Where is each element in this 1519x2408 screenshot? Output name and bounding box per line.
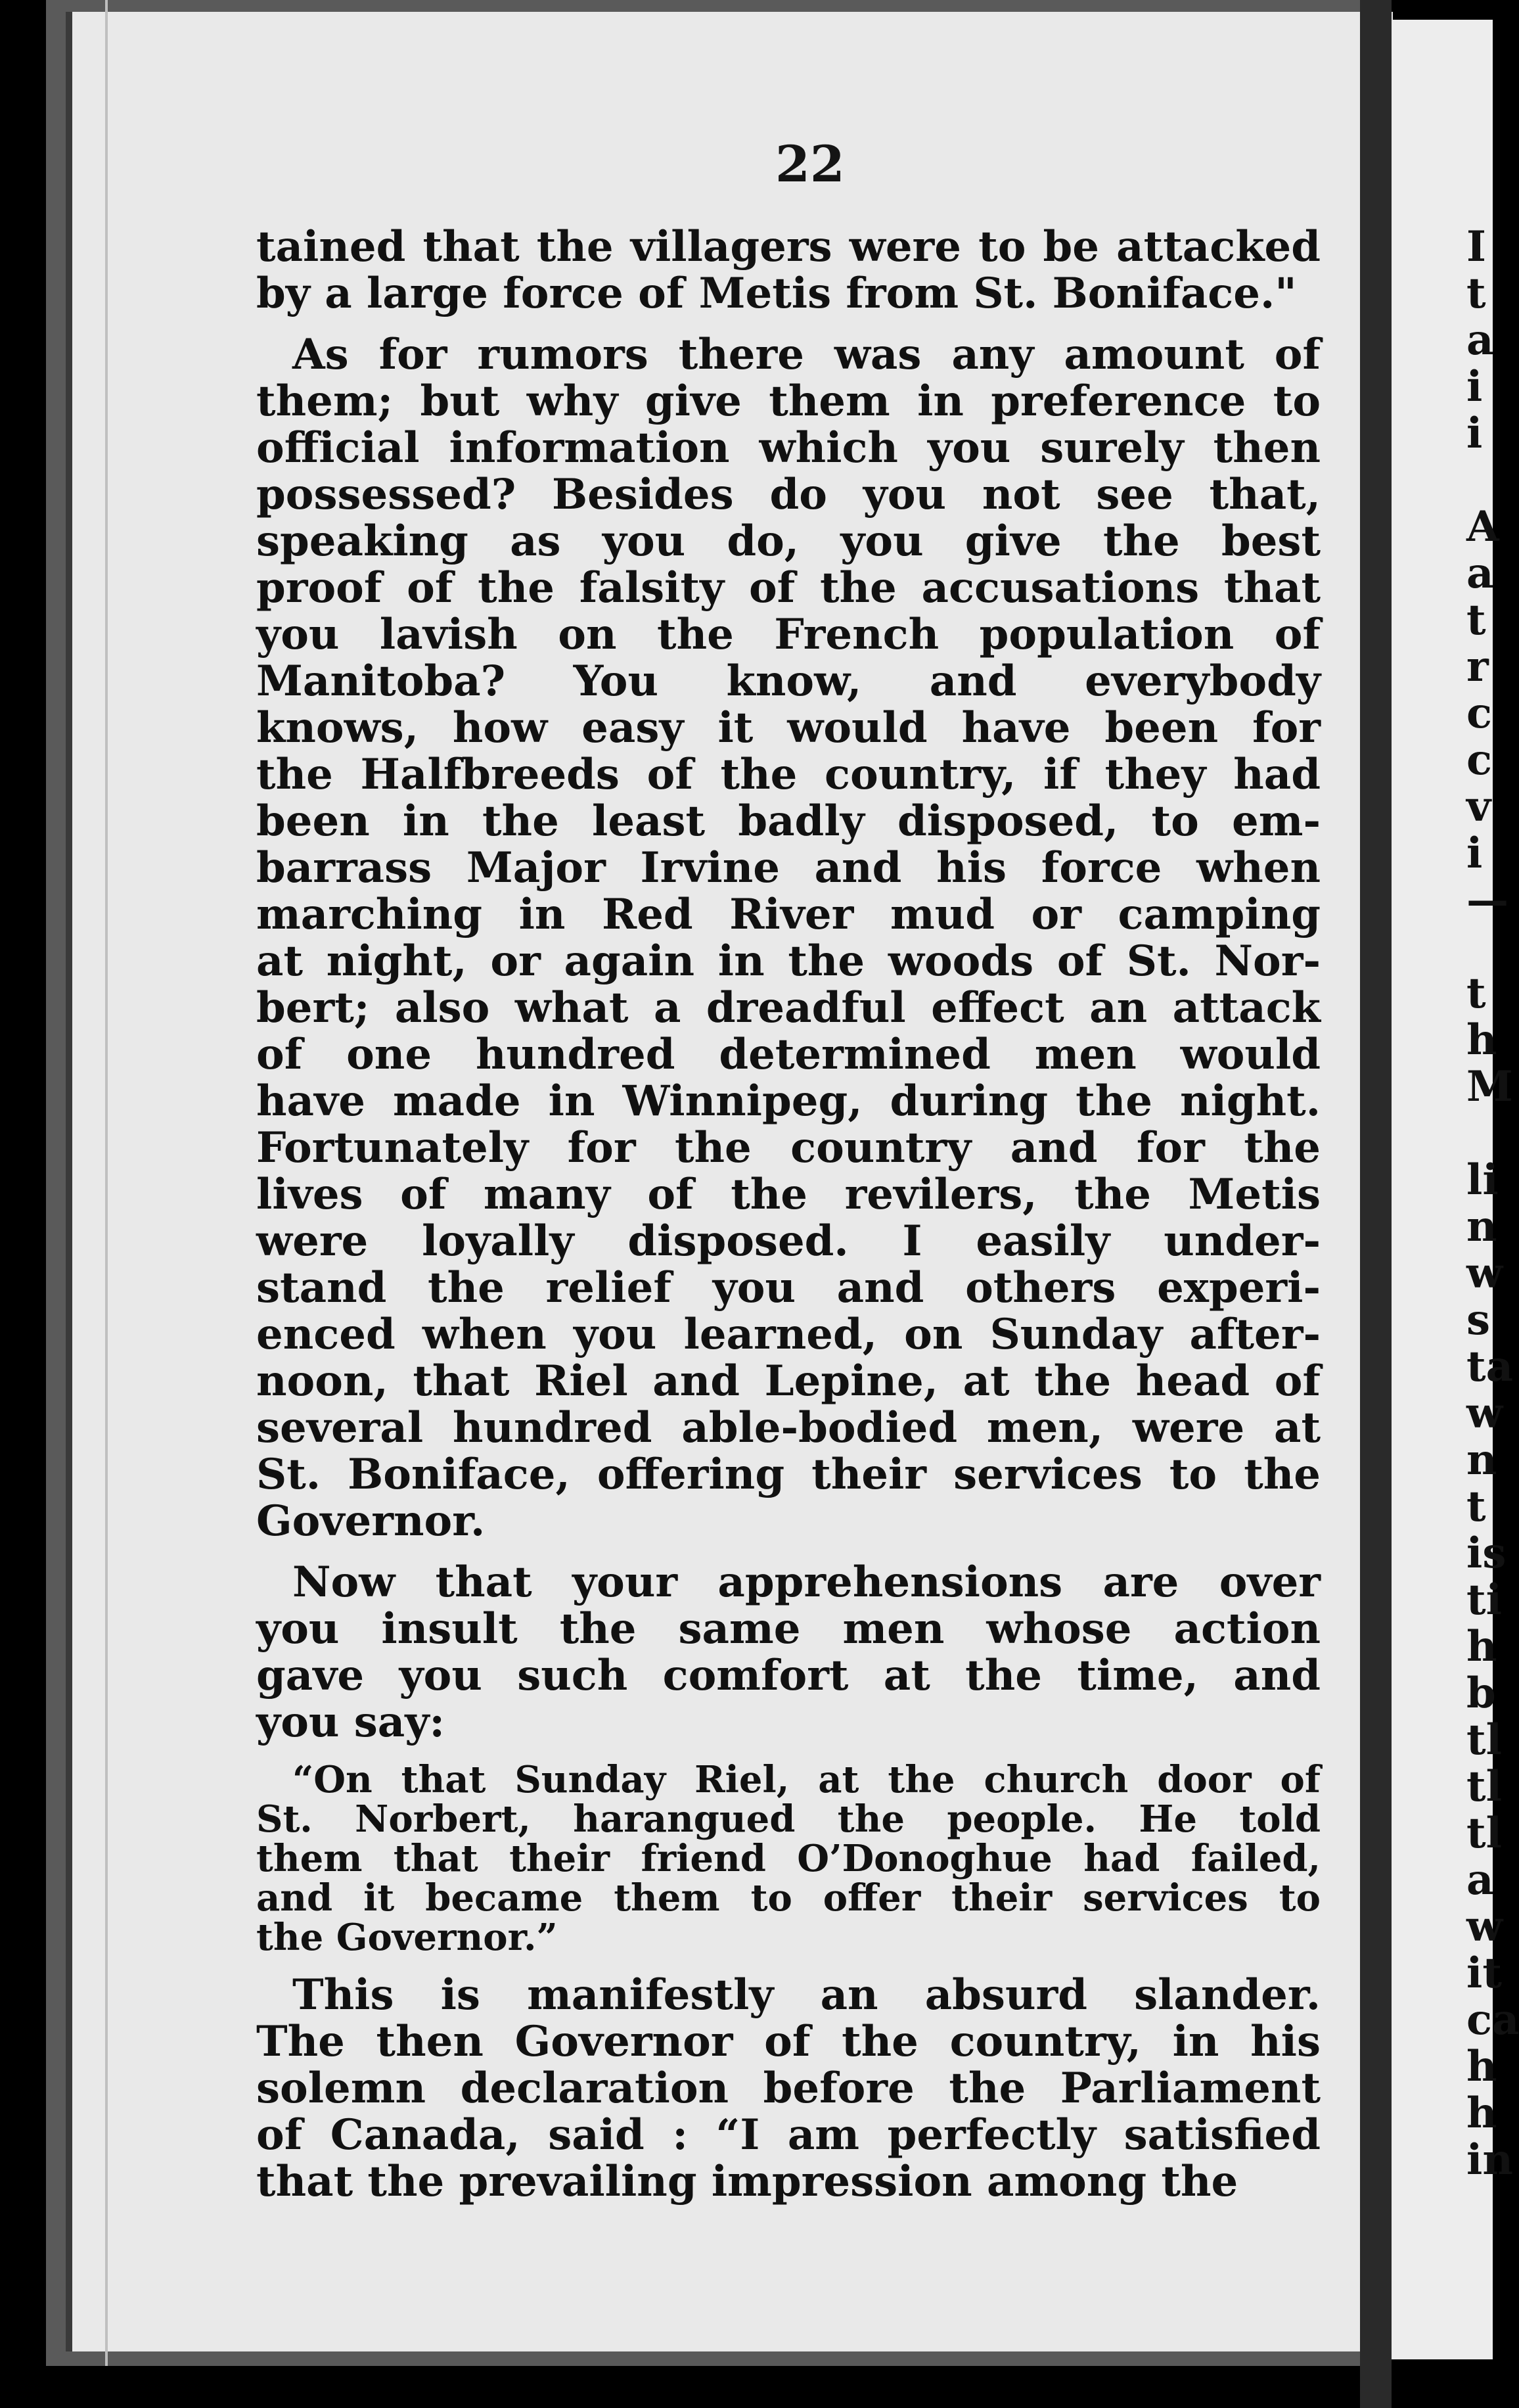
- facing-page-fragment: it: [1466, 1949, 1502, 1998]
- text-line: been in the least badly disposed, to em-: [256, 797, 1321, 846]
- facing-page-fragment: i: [1466, 409, 1483, 458]
- text-line: were loyally disposed. I easily under-: [256, 1216, 1321, 1266]
- facing-page-fragment: v: [1466, 782, 1491, 831]
- text-line: lives of many of the revilers, the Metis: [256, 1170, 1321, 1219]
- facing-page-fragment: a: [1466, 1855, 1494, 1905]
- facing-page-fragment: ca: [1466, 1995, 1519, 2045]
- text-line: St. Boniface, offering their services to the: [256, 1450, 1321, 1499]
- facing-page-fragment: t: [1466, 1482, 1486, 1531]
- facing-page-fragment: r: [1466, 642, 1489, 691]
- facing-page-fragment: ta: [1466, 1342, 1514, 1391]
- facing-page-fragment: a: [1466, 315, 1494, 365]
- facing-page-fragment: ti: [1466, 1575, 1502, 1625]
- text-line: and it became them to offer their services to: [256, 1876, 1321, 1920]
- text-line: of one hundred determined men would: [256, 1030, 1321, 1079]
- text-line: stand the relief you and others experi-: [256, 1263, 1321, 1312]
- facing-page-fragment: —: [1466, 875, 1508, 925]
- facing-page-fragment: b: [1466, 1669, 1496, 1718]
- block-quote: [256, 1760, 1321, 1957]
- facing-page-fragment: c: [1466, 735, 1492, 785]
- text-line: Fortunately for the country and for the: [256, 1123, 1321, 1172]
- text-line: tained that the villagers were to be attacked: [256, 222, 1321, 271]
- paragraph: [256, 1559, 1321, 1746]
- text-line: solemn declaration before the Parliament: [256, 2064, 1321, 2113]
- text-line: knows, how easy it would have been for: [256, 703, 1321, 752]
- facing-page-fragment: w: [1466, 1389, 1503, 1438]
- facing-page-text-fragments: [1466, 222, 1519, 2185]
- text-line: speaking as you do, you give the best: [256, 517, 1321, 566]
- paragraph: [256, 223, 1321, 317]
- text-line: that the prevailing impression among the: [256, 2157, 1238, 2206]
- text-line: you insult the same men whose action: [256, 1604, 1321, 1654]
- text-line: them that their friend O’Donoghue had failed,: [256, 1837, 1321, 1880]
- text-line: of Canada, said : “I am perfectly satisfied: [256, 2110, 1321, 2160]
- body-text: [256, 223, 1321, 2205]
- text-line: official information which you surely then: [256, 423, 1321, 473]
- facing-page-fragment: M: [1466, 1062, 1513, 1111]
- text-line: you lavish on the French population of: [256, 610, 1321, 659]
- text-line: you say:: [256, 1698, 445, 1747]
- text-line: have made in Winnipeg, during the night.: [256, 1077, 1321, 1126]
- facing-page-fragment: i: [1466, 362, 1483, 411]
- text-line: Governor.: [256, 1496, 486, 1546]
- facing-page-fragment: h: [1466, 2089, 1497, 2138]
- text-line: enced when you learned, on Sunday after-: [256, 1310, 1321, 1359]
- facing-page-fragment: tl: [1466, 1762, 1502, 1811]
- facing-page-fragment: w: [1466, 1902, 1503, 1951]
- facing-page-fragment: li: [1466, 1155, 1499, 1205]
- facing-page-fragment: tl: [1466, 1809, 1502, 1858]
- page-number: 22: [775, 135, 845, 193]
- facing-page-fragment: n: [1466, 1435, 1497, 1485]
- paragraph: [256, 331, 1321, 1544]
- facing-page-fragment: t: [1466, 969, 1486, 1018]
- facing-page-fragment: tl: [1466, 1715, 1502, 1765]
- facing-page-fragment: t: [1466, 595, 1486, 645]
- text-line: the Halfbreeds of the country, if they had: [256, 750, 1321, 799]
- text-line: Manitoba? You know, and everybody: [256, 657, 1321, 706]
- facing-page-fragment: I: [1466, 222, 1486, 271]
- facing-page-fragment: n: [1466, 1202, 1497, 1251]
- facing-page-fragment: is: [1466, 1529, 1507, 1578]
- facing-page-fragment: i: [1466, 829, 1483, 878]
- text-line: bert; also what a dreadful effect an attack: [256, 983, 1321, 1032]
- facing-page-fragment: a: [1466, 549, 1494, 598]
- text-line: possessed? Besides do you not see that,: [256, 470, 1321, 519]
- paragraph: [256, 1972, 1321, 2205]
- facing-page-fragment: t: [1466, 269, 1486, 318]
- text-line: This is manifestly an absurd slander.: [292, 1970, 1321, 2020]
- binding-edge: [105, 0, 108, 2366]
- text-line: Now that your apprehensions are over: [292, 1558, 1321, 1607]
- text-line: noon, that Riel and Lepine, at the head of: [256, 1356, 1321, 1406]
- text-line: The then Governor of the country, in his: [256, 2017, 1321, 2066]
- facing-page-fragment: c: [1466, 689, 1492, 738]
- facing-page-fragment: h: [1466, 1622, 1497, 1671]
- book-gutter: [1360, 0, 1392, 2408]
- facing-page-fragment: s: [1466, 1295, 1491, 1345]
- text-line: barrass Major Irvine and his force when: [256, 843, 1321, 892]
- text-line: marching in Red River mud or camping: [256, 890, 1321, 939]
- text-line: “On that Sunday Riel, at the church door of: [292, 1758, 1321, 1801]
- text-line: the Governor.”: [256, 1916, 558, 1959]
- text-line: by a large force of Metis from St. Boniface.": [256, 269, 1297, 318]
- facing-page-fragment: A: [1466, 502, 1499, 551]
- facing-page-fragment: in: [1466, 2135, 1513, 2185]
- facing-page-fragment: h: [1466, 1015, 1497, 1065]
- text-line: As for rumors there was any amount of: [292, 330, 1321, 379]
- text-line: them; but why give them in preference to: [256, 377, 1321, 426]
- text-line: proof of the falsity of the accusations that: [256, 563, 1321, 613]
- facing-page-fragment: h: [1466, 2042, 1497, 2091]
- text-line: gave you such comfort at the time, and: [256, 1651, 1321, 1700]
- text-line: at night, or again in the woods of St. Nor-: [256, 937, 1321, 986]
- text-line: St. Norbert, harangued the people. He told: [256, 1797, 1321, 1841]
- facing-page-fragment: w: [1466, 1249, 1503, 1298]
- text-line: several hundred able-bodied men, were at: [256, 1403, 1321, 1452]
